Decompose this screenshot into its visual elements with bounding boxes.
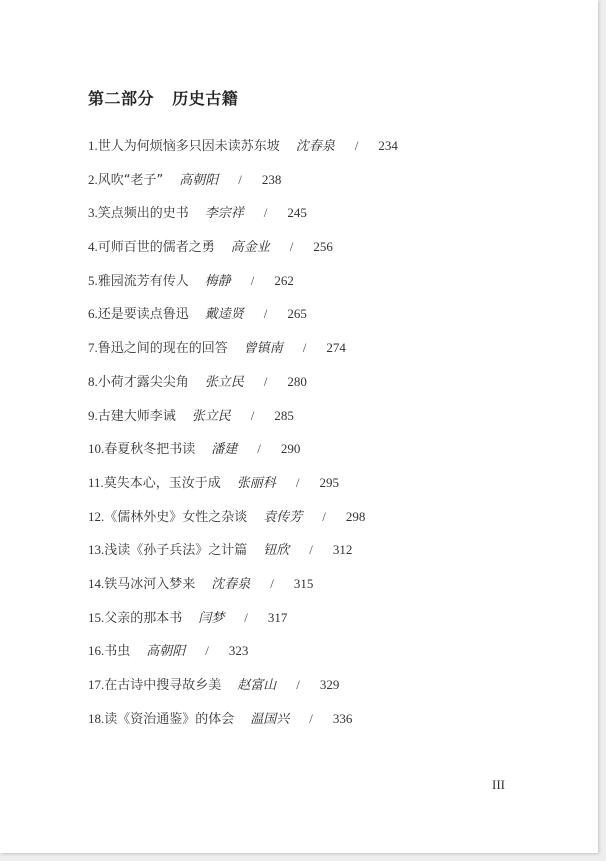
entry-title: 可师百世的儒者之勇 [97,240,215,256]
entry-author: 梅静 [204,273,231,289]
entry-title: 小荷才露尖尖角 [97,374,189,390]
toc-entry [88,439,568,473]
entry-author: 张立民 [191,408,231,424]
entry-author: 沈春泉 [211,576,251,592]
section-title: 第二部分 历史古籍 [88,89,239,108]
entry-number: 9. [88,407,98,423]
toc-entry [88,372,568,406]
entry-title: 春夏秋冬把书读 [104,442,196,458]
entry-separator: / [309,542,313,558]
entry-number: 2. [88,171,98,187]
toc-entry [88,271,568,305]
entry-number: 5. [88,272,98,288]
entry-author: 袁传芳 [263,509,303,525]
entry-author: 赵富山 [237,678,277,693]
toc-entry [88,540,568,574]
entry-title: 父亲的那本书 [104,610,183,626]
entry-number: 13. [88,542,105,558]
toc-entry [88,237,568,271]
entry-title: 风吹“老子” [97,172,164,188]
entry-page-number: 274 [326,340,346,356]
entry-author: 沈春泉 [295,139,335,154]
entry-author: 张丽科 [236,475,276,491]
entry-title: 鲁迅之间的现在的回答 [97,341,228,357]
entry-number: 8. [88,373,98,389]
entry-title: 笑点频出的史书 [97,206,189,222]
entry-page-number: 298 [345,508,366,524]
toc-entry [88,709,568,743]
entry-separator: / [263,205,268,221]
entry-number: 17. [88,677,105,692]
entry-separator: / [302,340,307,356]
entry-title: 世人为何烦恼多只因未读苏东坡 [97,139,280,154]
entry-number: 15. [88,609,105,625]
toc-entry [88,406,568,440]
entry-number: 14. [88,575,105,591]
entry-separator: / [263,373,268,389]
toc-entry [88,574,568,608]
entry-title: 莫失本心，玉汝于成 [103,475,221,491]
entry-author: 高金业 [230,240,270,256]
toc-entry [88,136,568,170]
entry-number: 1. [88,138,98,153]
entry-title: 铁马冰河入梦来 [104,576,196,592]
entry-separator: / [244,609,248,625]
entry-number: 7. [88,340,98,356]
entry-page-number: 323 [228,643,249,659]
toc-entry [88,203,568,237]
entry-title: 浅读《孙子兵法》之计篇 [104,543,248,559]
entry-page-number: 329 [319,677,340,692]
entry-page-number: 234 [378,138,398,153]
entry-number: 4. [88,239,98,255]
entry-title: 还是要读点鲁迅 [97,307,189,323]
entry-separator: / [263,306,268,322]
entry-separator: / [295,474,300,490]
entry-title: 《儒林外史》女性之杂谈 [104,509,248,525]
toc-entry [88,608,568,642]
entry-author: 张立民 [204,374,244,390]
entry-page-number: 256 [313,239,333,255]
entry-title: 雅园流芳有传人 [97,273,189,289]
entry-separator: / [270,575,274,591]
entry-separator: / [205,643,209,659]
entry-number: 12. [88,508,105,524]
entry-author: 温国兴 [250,711,290,727]
entry-separator: / [296,677,300,692]
entry-page-number: 262 [274,272,294,288]
entry-separator: / [250,272,255,288]
toc-entry [88,675,568,709]
entry-author: 闫梦 [198,610,225,626]
entry-author: 高朝阳 [179,172,219,188]
entry-author: 李宗祥 [204,206,244,222]
entry-title: 书虫 [104,644,131,660]
toc-entry [88,170,568,204]
entry-separator: / [322,508,326,524]
entry-page-number: 315 [293,575,314,591]
toc-entry [88,473,568,507]
entry-title: 读《资治通鉴》的体会 [104,711,235,727]
entry-separator: / [250,407,255,423]
entry-title: 古建大师李诫 [97,408,176,424]
entry-page-number: 290 [280,441,301,457]
entry-author: 曾镇南 [243,341,283,357]
toc-entry [88,338,568,372]
entry-page-number: 245 [287,205,307,221]
footer-page-number: III [492,777,505,792]
entry-separator: / [238,171,242,187]
entry-author: 潘建 [211,442,238,458]
entry-page-number: 312 [332,542,353,558]
entry-title: 在古诗中搜寻故乡美 [104,678,222,693]
toc-entry [88,641,568,675]
entry-page-number: 280 [287,373,307,389]
entry-author: 高朝阳 [146,644,186,660]
entry-number: 6. [88,306,98,322]
entry-page-number: 295 [319,474,339,490]
entry-number: 11. [88,474,104,490]
entry-page-number: 317 [267,609,288,625]
table-of-contents [88,136,568,742]
entry-page-number: 285 [274,407,294,423]
entry-author: 钮欣 [263,543,290,559]
entry-number: 10. [88,441,105,457]
toc-entry [88,507,568,541]
entry-page-number: 336 [332,710,353,726]
toc-entry [88,304,568,338]
entry-page-number: 265 [287,306,307,322]
entry-separator: / [257,441,261,457]
entry-separator: / [354,138,359,153]
entry-number: 16. [88,643,105,659]
entry-separator: / [309,710,313,726]
entry-number: 3. [88,205,98,221]
entry-author: 戴逵贤 [204,307,244,323]
entry-page-number: 238 [261,171,282,187]
entry-separator: / [289,239,294,255]
entry-number: 18. [88,710,105,726]
